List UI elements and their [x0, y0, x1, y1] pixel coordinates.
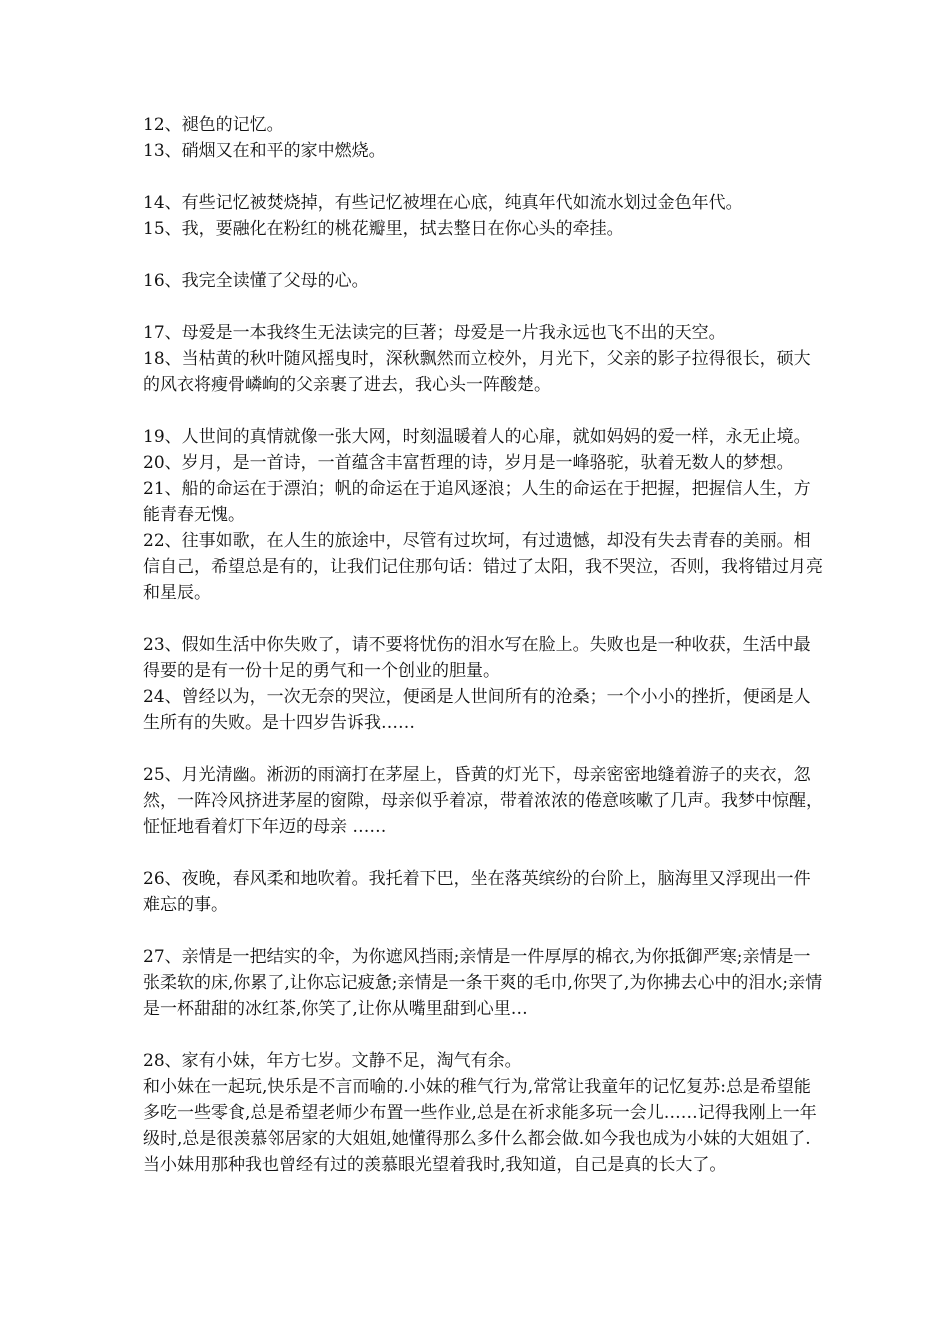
paragraph-25: 25、月光清幽。淅沥的雨滴打在茅屋上，昏黄的灯光下，母亲密密地缝着游子的夹衣，忽然，一阵冷风挤进茅屋的窗隙，母亲似乎着凉，带着浓浓的倦意咳嗽了几声。我梦中惊醒，怔怔地看着灯下年迈的母亲 …… [143, 765, 823, 837]
paragraph-13: 13、硝烟又在和平的家中燃烧。 [143, 141, 386, 161]
paragraph-27: 27、亲情是一把结实的伞，为你遮风挡雨;亲情是一件厚厚的棉衣,为你抵御严寒;亲情是一张柔软的床,你累了,让你忘记疲惫;亲情是一条干爽的毛巾,你哭了,为你拂去心中的泪水;亲情是一杯甜甜的冰红茶,你笑了,让你从嘴里甜到心里… [143, 947, 823, 1019]
paragraph-14: 14、有些记忆被焚烧掉，有些记忆被埋在心底，纯真年代如流水划过金色年代。 [143, 193, 743, 213]
paragraph-21: 21、船的命运在于漂泊；帆的命运在于追风逐浪；人生的命运在于把握，把握信人生，方能青春无愧。 [143, 479, 811, 525]
paragraph-17: 17、母爱是一本我终生无法读完的巨著；母爱是一片我永远也飞不出的天空。 [143, 323, 726, 343]
paragraph-20: 20、岁月，是一首诗，一首蕴含丰富哲理的诗，岁月是一峰骆驼，驮着无数人的梦想。 [143, 453, 794, 473]
paragraph-28-continued: 和小妹在一起玩,快乐是不言而喻的.小妹的稚气行为,常常让我童年的记忆复苏:总是希望能多吃一些零食,总是希望老师少布置一些作业,总是在祈求能多玩一会儿……记得我刚上一年级时,总是很羡慕邻居家的大姐姐,她懂得那么多什么都会做.如今我也成为小妹的大姐姐了.当小妹用那种我也曾经有过的羡慕眼光望着我时,我知道，自己是真的长大了。 [143, 1077, 817, 1175]
paragraph-23: 23、假如生活中你失败了，请不要将忧伤的泪水写在脸上。失败也是一种收获，生活中最得要的是有一份十足的勇气和一个创业的胆量。 [143, 635, 811, 681]
paragraph-19: 19、人世间的真情就像一张大网，时刻温暖着人的心扉，就如妈妈的爱一样，永无止境。 [143, 427, 811, 447]
paragraph-26: 26、夜晚，春风柔和地吹着。我托着下巴，坐在落英缤纷的台阶上，脑海里又浮现出一件难忘的事。 [143, 869, 811, 915]
paragraph-18: 18、当枯黄的秋叶随风摇曳时，深秋飘然而立校外，月光下，父亲的影子拉得很长，硕大的风衣将瘦骨嶙峋的父亲裹了进去，我心头一阵酸楚。 [143, 349, 811, 395]
paragraph-22: 22、往事如歌，在人生的旅途中，尽管有过坎坷，有过遗憾，却没有失去青春的美丽。相信自己，希望总是有的，让我们记住那句话：错过了太阳，我不哭泣，否则，我将错过月亮和星辰。 [143, 531, 823, 603]
paragraph-28: 28、家有小妹，年方七岁。文静不足，淘气有余。 [143, 1051, 522, 1071]
paragraph-16: 16、我完全读懂了父母的心。 [143, 271, 369, 291]
paragraph-15: 15、我，要融化在粉红的桃花瓣里，拭去整日在你心头的牵挂。 [143, 219, 624, 239]
paragraph-12: 12、褪色的记忆。 [143, 115, 284, 135]
paragraph-24: 24、曾经以为，一次无奈的哭泣，便函是人世间所有的沧桑；一个小小的挫折，便函是人生所有的失败。是十四岁告诉我…… [143, 687, 811, 733]
document-body [143, 112, 823, 1178]
